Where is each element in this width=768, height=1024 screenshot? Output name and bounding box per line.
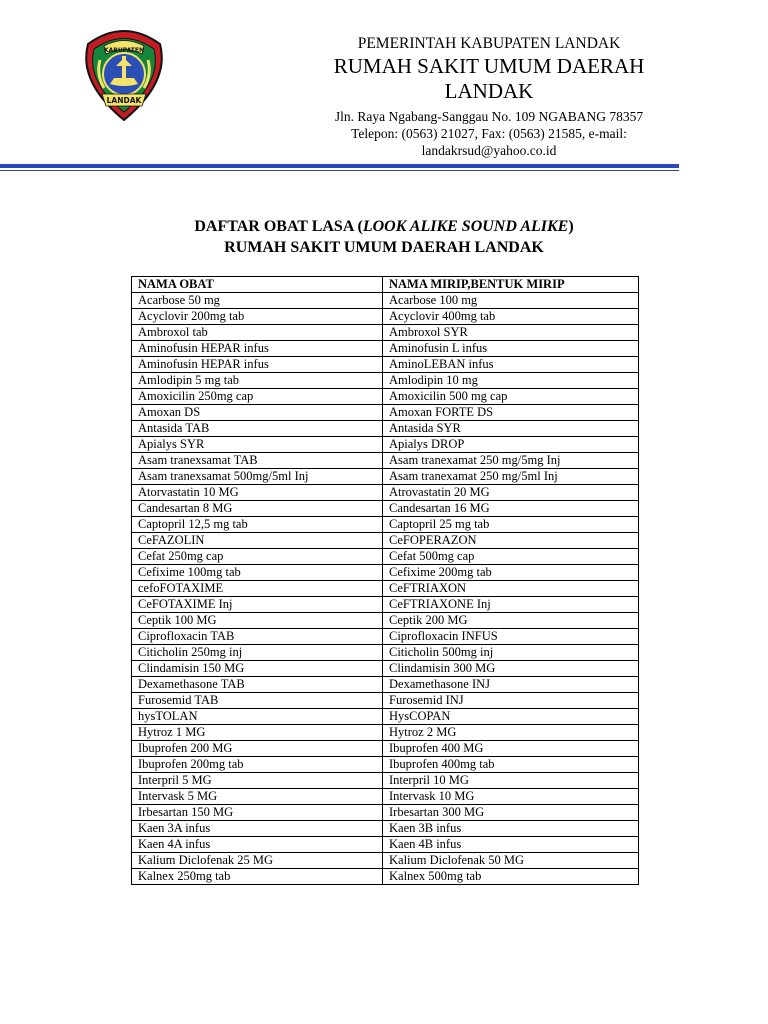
drug-name-cell: Candesartan 8 MG	[132, 501, 383, 517]
table-row	[132, 341, 639, 357]
drug-name-cell: Interpril 5 MG	[132, 773, 383, 789]
drug-name-cell: Cefixime 100mg tab	[132, 565, 383, 581]
table-row	[132, 469, 639, 485]
similar-name-cell: Ciprofloxacin INFUS	[383, 629, 639, 645]
similar-name-cell: Acyclovir 400mg tab	[383, 309, 639, 325]
table-row	[132, 453, 639, 469]
drug-name-cell: Amoxan DS	[132, 405, 383, 421]
letterhead-divider-thick	[0, 164, 679, 168]
column-header-drug-name: NAMA OBAT	[132, 277, 383, 293]
similar-name-cell: Hytroz 2 MG	[383, 725, 639, 741]
table-row	[132, 757, 639, 773]
similar-name-cell: Intervask 10 MG	[383, 789, 639, 805]
table-row	[132, 645, 639, 661]
phone-fax-line: Telepon: (0563) 21027, Fax: (0563) 21585, e-mail:	[351, 126, 627, 141]
similar-name-cell: Dexamethasone INJ	[383, 677, 639, 693]
similar-name-cell: Asam tranexamat 250 mg/5mg Inj	[383, 453, 639, 469]
drug-name-cell: Clindamisin 150 MG	[132, 661, 383, 677]
similar-name-cell: Cefat 500mg cap	[383, 549, 639, 565]
similar-name-cell: Asam tranexamat 250 mg/5ml Inj	[383, 469, 639, 485]
drug-name-cell: Aminofusin HEPAR infus	[132, 341, 383, 357]
drug-name-cell: Ibuprofen 200 MG	[132, 741, 383, 757]
table-row	[132, 661, 639, 677]
table-row	[132, 693, 639, 709]
table-row	[132, 309, 639, 325]
drug-name-cell: Apialys SYR	[132, 437, 383, 453]
drug-name-cell: Atorvastatin 10 MG	[132, 485, 383, 501]
hospital-name: RUMAH SAKIT UMUM DAERAH	[333, 54, 645, 78]
similar-name-cell: Amoxicilin 500 mg cap	[383, 389, 639, 405]
table-row	[132, 773, 639, 789]
hospital-name-region: LANDAK	[444, 79, 534, 103]
similar-name-cell: HysCOPAN	[383, 709, 639, 725]
table-row	[132, 421, 639, 437]
table-row	[132, 837, 639, 853]
drug-name-cell: Amlodipin 5 mg tab	[132, 373, 383, 389]
table-row	[132, 677, 639, 693]
drug-name-cell: Asam tranexsamat TAB	[132, 453, 383, 469]
table-row	[132, 805, 639, 821]
svg-text:LANDAK: LANDAK	[106, 96, 142, 105]
drug-name-cell: Acarbose 50 mg	[132, 293, 383, 309]
drug-name-cell: Ibuprofen 200mg tab	[132, 757, 383, 773]
similar-name-cell: Kalnex 500mg tab	[383, 869, 639, 885]
table-row	[132, 741, 639, 757]
address-line: Jln. Raya Ngabang-Sanggau No. 109 NGABANG 78357	[334, 109, 644, 124]
drug-name-cell: hysTOLAN	[132, 709, 383, 725]
table-row	[132, 597, 639, 613]
drug-name-cell: Kalium Diclofenak 25 MG	[132, 853, 383, 869]
similar-name-cell: Clindamisin 300 MG	[383, 661, 639, 677]
similar-name-cell: Amlodipin 10 mg	[383, 373, 639, 389]
kabupaten-landak-logo	[74, 22, 174, 122]
similar-name-cell: Ambroxol SYR	[383, 325, 639, 341]
table-body	[132, 293, 639, 885]
drug-name-cell: Captopril 12,5 mg tab	[132, 517, 383, 533]
drug-name-cell: Furosemid TAB	[132, 693, 383, 709]
similar-name-cell: Interpril 10 MG	[383, 773, 639, 789]
table-header-row	[132, 277, 639, 293]
column-header-similar-name: NAMA MIRIP,BENTUK MIRIP	[383, 277, 639, 293]
similar-name-cell: CeFOPERAZON	[383, 533, 639, 549]
similar-name-cell: Candesartan 16 MG	[383, 501, 639, 517]
drug-name-cell: Amoxicilin 250mg cap	[132, 389, 383, 405]
similar-name-cell: Atrovastatin 20 MG	[383, 485, 639, 501]
drug-name-cell: Ceptik 100 MG	[132, 613, 383, 629]
table-row	[132, 325, 639, 341]
drug-name-cell: Ciprofloxacin TAB	[132, 629, 383, 645]
similar-name-cell: Captopril 25 mg tab	[383, 517, 639, 533]
drug-name-cell: Kalnex 250mg tab	[132, 869, 383, 885]
drug-name-cell: Dexamethasone TAB	[132, 677, 383, 693]
document-title-italic: LOOK ALIKE SOUND ALIKE	[362, 218, 569, 235]
similar-name-cell: CeFTRIAXONE Inj	[383, 597, 639, 613]
drug-name-cell: Hytroz 1 MG	[132, 725, 383, 741]
table-row	[132, 629, 639, 645]
similar-name-cell: Ibuprofen 400mg tab	[383, 757, 639, 773]
similar-name-cell: Aminofusin L infus	[383, 341, 639, 357]
svg-text:KABUPATEN: KABUPATEN	[104, 47, 144, 54]
similar-name-cell: CeFTRIAXON	[383, 581, 639, 597]
similar-name-cell: Irbesartan 300 MG	[383, 805, 639, 821]
table-row	[132, 853, 639, 869]
letterhead	[300, 34, 678, 159]
drug-name-cell: cefoFOTAXIME	[132, 581, 383, 597]
similar-name-cell: Kaen 3B infus	[383, 821, 639, 837]
drug-name-cell: Kaen 3A infus	[132, 821, 383, 837]
table-row	[132, 549, 639, 565]
table-row	[132, 405, 639, 421]
similar-name-cell: AminoLEBAN infus	[383, 357, 639, 373]
similar-name-cell: Apialys DROP	[383, 437, 639, 453]
document-subtitle: RUMAH SAKIT UMUM DAERAH LANDAK	[224, 239, 544, 256]
table-row	[132, 725, 639, 741]
similar-name-cell: Cefixime 200mg tab	[383, 565, 639, 581]
table-row	[132, 789, 639, 805]
table-row	[132, 373, 639, 389]
government-name: PEMERINTAH KABUPATEN LANDAK	[357, 35, 621, 52]
drug-name-cell: Irbesartan 150 MG	[132, 805, 383, 821]
drug-name-cell: Antasida TAB	[132, 421, 383, 437]
table-row	[132, 533, 639, 549]
table-row	[132, 565, 639, 581]
drug-name-cell: CeFAZOLIN	[132, 533, 383, 549]
drug-name-cell: Acyclovir 200mg tab	[132, 309, 383, 325]
table-row	[132, 517, 639, 533]
drug-name-cell: Aminofusin HEPAR infus	[132, 357, 383, 373]
lasa-drug-table	[131, 276, 639, 885]
table-row	[132, 357, 639, 373]
similar-name-cell: Acarbose 100 mg	[383, 293, 639, 309]
similar-name-cell: Furosemid INJ	[383, 693, 639, 709]
similar-name-cell: Kalium Diclofenak 50 MG	[383, 853, 639, 869]
drug-name-cell: Ambroxol tab	[132, 325, 383, 341]
similar-name-cell: Antasida SYR	[383, 421, 639, 437]
table-row	[132, 389, 639, 405]
table-row	[132, 437, 639, 453]
document-title: DAFTAR OBAT LASA (LOOK ALIKE SOUND ALIKE)	[194, 218, 574, 235]
table-row	[132, 869, 639, 885]
table-row	[132, 821, 639, 837]
letterhead-divider-thin	[0, 170, 679, 171]
similar-name-cell: Ibuprofen 400 MG	[383, 741, 639, 757]
table-row	[132, 613, 639, 629]
email-line: landakrsud@yahoo.co.id	[421, 143, 557, 158]
drug-name-cell: CeFOTAXIME Inj	[132, 597, 383, 613]
table-row	[132, 485, 639, 501]
address-block	[300, 108, 678, 159]
table-row	[132, 709, 639, 725]
table-row	[132, 501, 639, 517]
drug-name-cell: Intervask 5 MG	[132, 789, 383, 805]
table-row	[132, 581, 639, 597]
drug-name-cell: Cefat 250mg cap	[132, 549, 383, 565]
similar-name-cell: Amoxan FORTE DS	[383, 405, 639, 421]
table-row	[132, 293, 639, 309]
similar-name-cell: Citicholin 500mg inj	[383, 645, 639, 661]
drug-name-cell: Citicholin 250mg inj	[132, 645, 383, 661]
similar-name-cell: Ceptik 200 MG	[383, 613, 639, 629]
drug-name-cell: Kaen 4A infus	[132, 837, 383, 853]
drug-name-cell: Asam tranexsamat 500mg/5ml Inj	[132, 469, 383, 485]
similar-name-cell: Kaen 4B infus	[383, 837, 639, 853]
